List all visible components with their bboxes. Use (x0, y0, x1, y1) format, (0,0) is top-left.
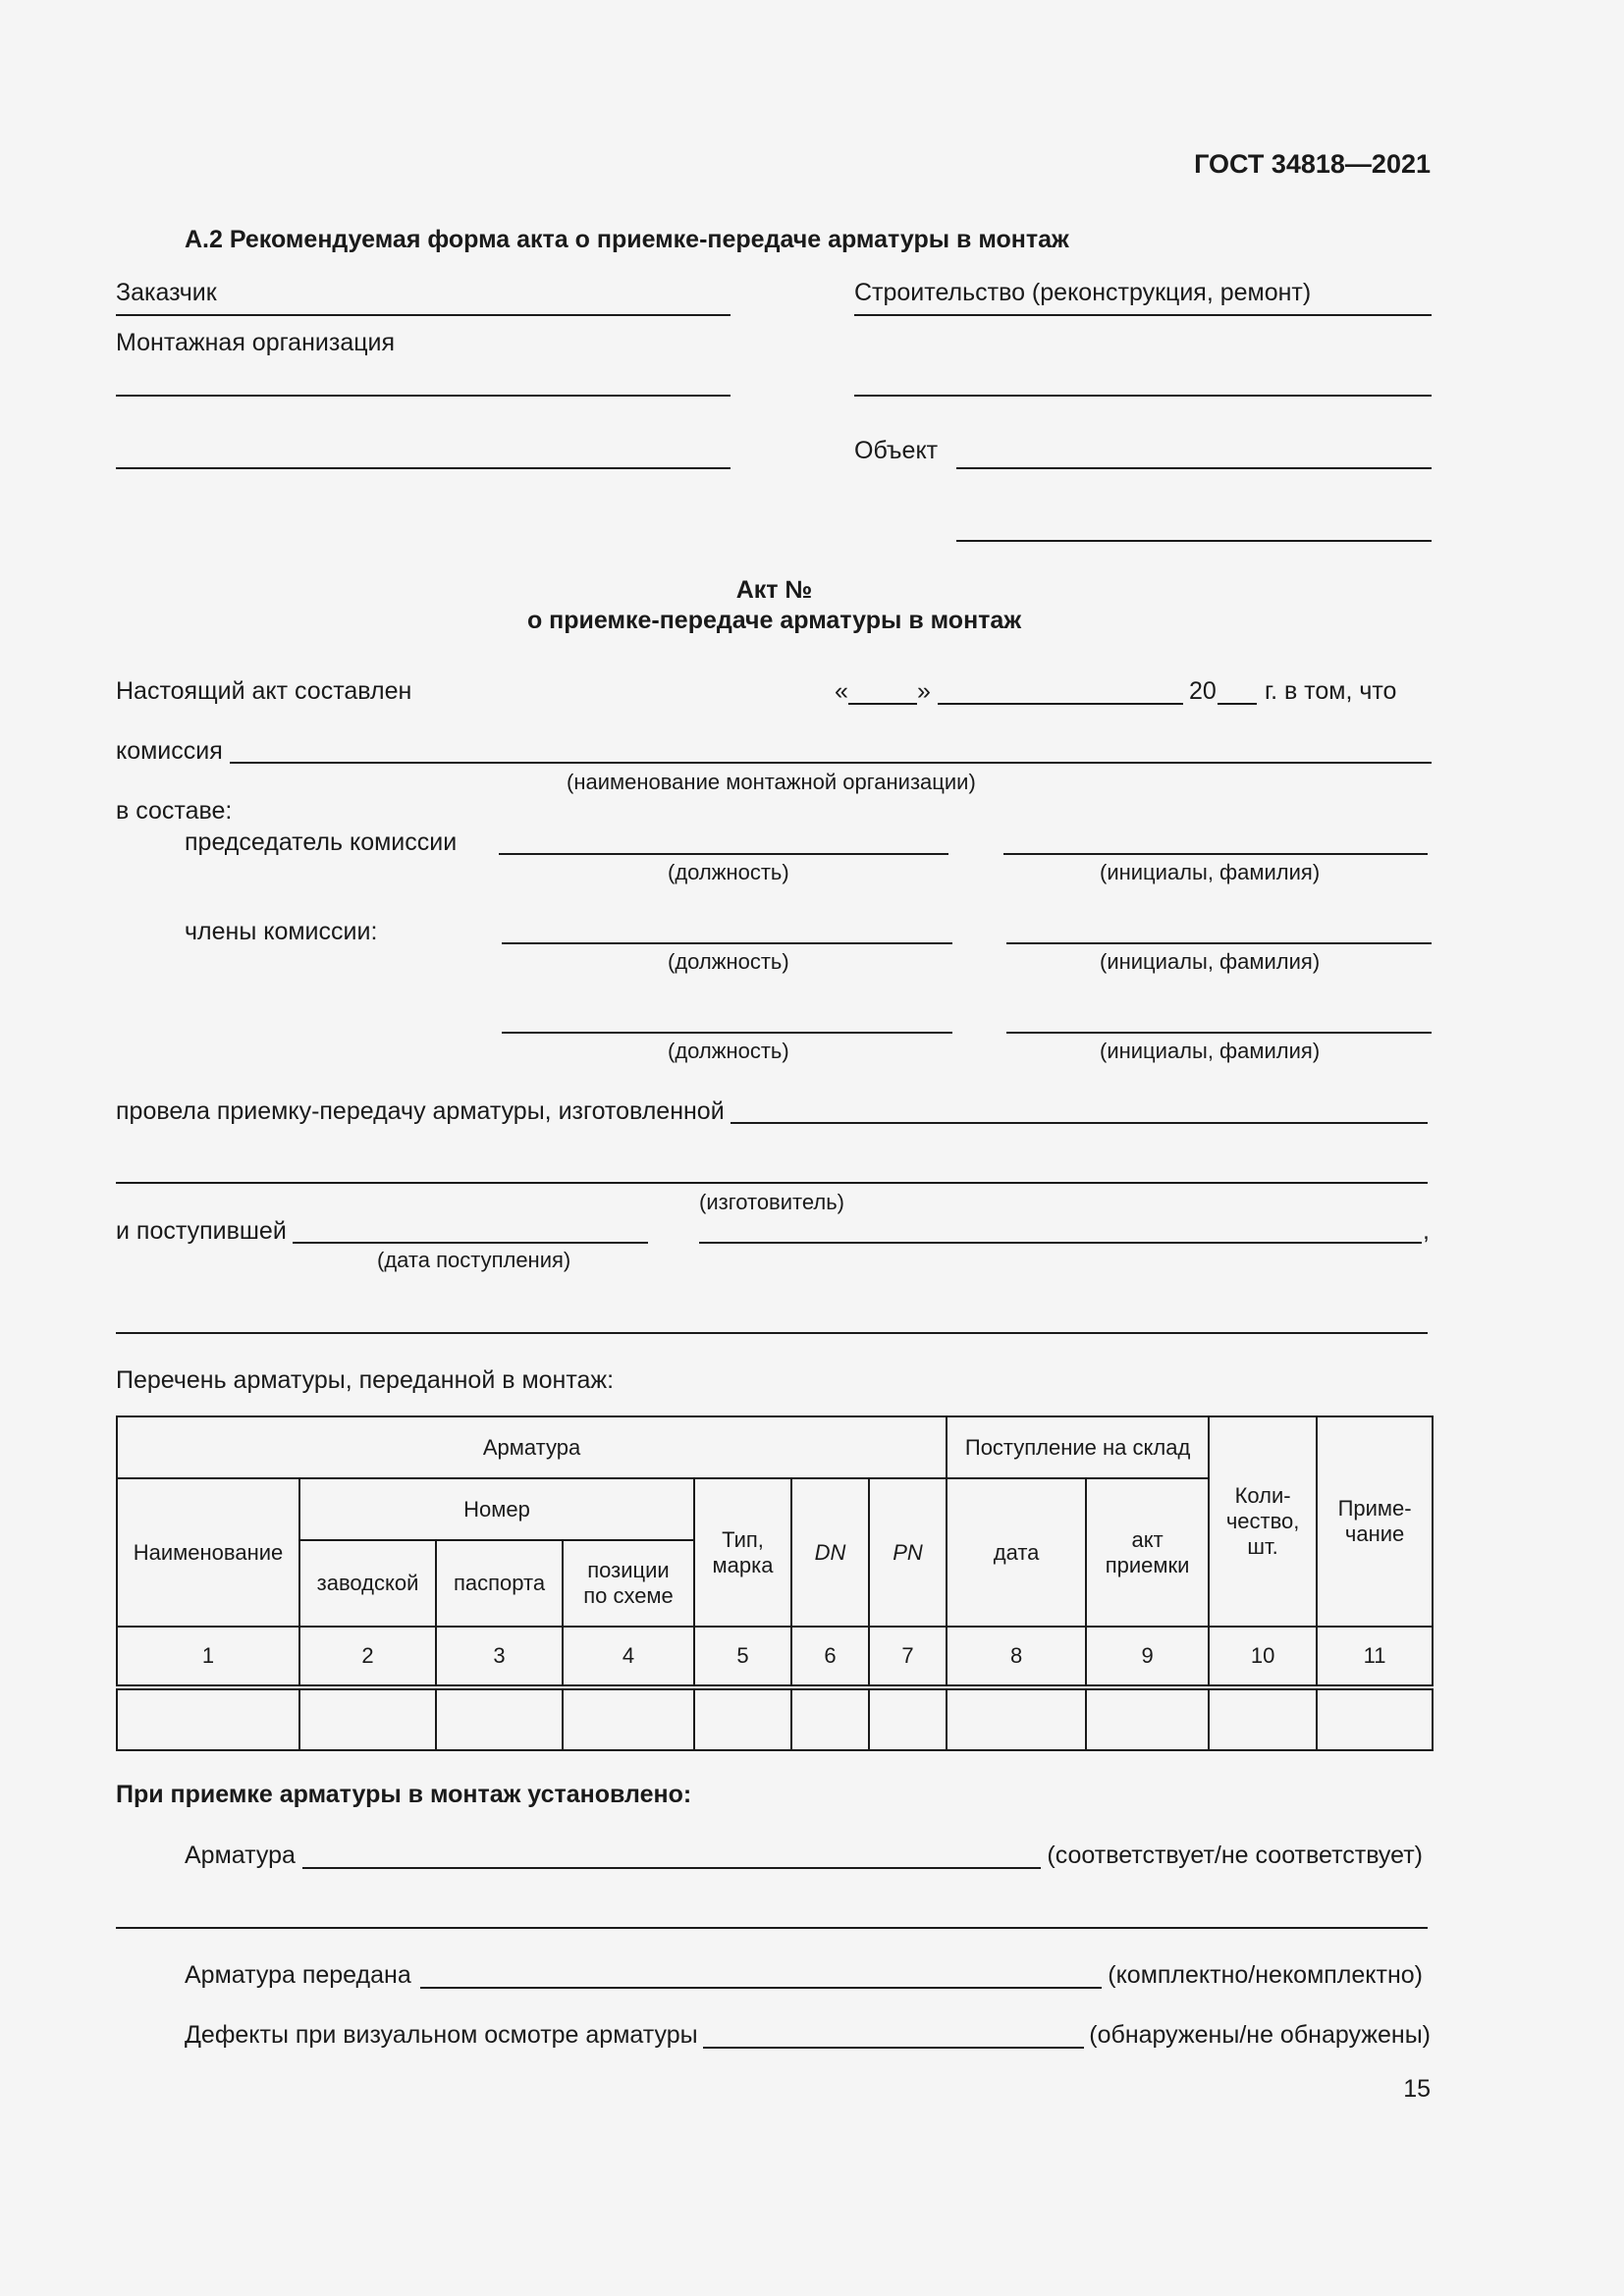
received-field-line[interactable] (699, 1242, 1422, 1244)
members-label: члены комиссии: (185, 918, 378, 945)
commission-label: комиссия (116, 737, 223, 765)
commission-field-line[interactable] (230, 762, 1432, 764)
header-position: позиции по схеме (563, 1540, 694, 1627)
received-comma: , (1423, 1217, 1430, 1245)
table-cell[interactable] (947, 1687, 1086, 1750)
chairman-label: председатель комиссии (185, 828, 458, 856)
chairman-position-line[interactable] (499, 853, 948, 855)
col-number: 3 (436, 1627, 563, 1687)
table-cell[interactable] (1086, 1687, 1209, 1750)
compliance-field-line-2[interactable] (116, 1927, 1428, 1929)
col-number: 10 (1209, 1627, 1317, 1687)
date-open-quote: « (835, 677, 848, 705)
list-title: Перечень арматуры, переданной в монтаж: (116, 1366, 615, 1394)
header-dn: DN (791, 1478, 869, 1627)
col-number: 4 (563, 1627, 694, 1687)
member2-position-caption: (должность) (668, 1039, 789, 1063)
section-heading: А.2 Рекомендуемая форма акта о приемке-передаче арматуры в монтаж (185, 226, 1069, 253)
col-number: 11 (1317, 1627, 1433, 1687)
table-cell[interactable] (791, 1687, 869, 1750)
composition-label: в составе: (116, 797, 233, 825)
col-number: 8 (947, 1627, 1086, 1687)
compliance-options: (соответствует/не соответствует) (1047, 1842, 1423, 1869)
day-field-line[interactable] (848, 703, 917, 705)
member1-name-caption: (инициалы, фамилия) (1100, 949, 1321, 974)
table-cell[interactable] (299, 1687, 436, 1750)
received-field-line-2[interactable] (116, 1332, 1428, 1334)
received-label: и поступившей (116, 1217, 287, 1245)
chairman-name-line[interactable] (1003, 853, 1428, 855)
manufacturer-caption: (изготовитель) (699, 1190, 844, 1214)
header-pn: PN (869, 1478, 947, 1627)
construction-field-line[interactable] (854, 314, 1432, 316)
chairman-name-caption: (инициалы, фамилия) (1100, 860, 1321, 884)
installer-field-line[interactable] (116, 395, 731, 397)
member1-position-line[interactable] (502, 942, 952, 944)
table-cell[interactable] (869, 1687, 947, 1750)
header-number: Номер (299, 1478, 694, 1540)
armatura-table (116, 1415, 1434, 1751)
conducted-label: провела приемку-передачу арматуры, изготовленной (116, 1097, 725, 1125)
completeness-field-line[interactable] (420, 1987, 1102, 1989)
act-subtitle: о приемке-передаче арматуры в монтаж (526, 607, 1022, 634)
table-cell[interactable] (694, 1687, 791, 1750)
table-cell[interactable] (563, 1687, 694, 1750)
installer-label: Монтажная организация (116, 329, 396, 356)
page-number: 15 (1403, 2075, 1431, 2103)
member2-name-caption: (инициалы, фамилия) (1100, 1039, 1321, 1063)
document-standard-number: ГОСТ 34818—2021 (1194, 149, 1431, 179)
year-field-line[interactable] (1218, 703, 1257, 705)
customer-field-line[interactable] (116, 314, 731, 316)
col-number: 1 (117, 1627, 299, 1687)
org-caption: (наименование монтажной организации) (567, 770, 976, 794)
header-name: Наименование (117, 1478, 299, 1627)
col-number: 2 (299, 1627, 436, 1687)
col-number: 5 (694, 1627, 791, 1687)
defects-field-line[interactable] (703, 2047, 1084, 2049)
object-label: Объект (854, 437, 939, 464)
header-note: Приме-чание (1317, 1416, 1433, 1627)
header-act: акт приемки (1086, 1478, 1209, 1627)
manufacturer-field-line-2[interactable] (116, 1182, 1428, 1184)
table-cell[interactable] (117, 1687, 299, 1750)
transferred-label: Арматура передана (185, 1961, 411, 1989)
table-cell[interactable] (1317, 1687, 1433, 1750)
member1-name-line[interactable] (1006, 942, 1432, 944)
object-field-line[interactable] (956, 467, 1432, 469)
object-field-line-2[interactable] (956, 540, 1432, 542)
construction-field-line-2[interactable] (854, 395, 1432, 397)
year-prefix: 20 (1189, 677, 1217, 705)
date-close-quote: » (917, 677, 931, 705)
compliance-field-line[interactable] (302, 1867, 1041, 1869)
header-factory: заводской (299, 1540, 436, 1627)
year-suffix: г. в том, что (1265, 677, 1397, 705)
member2-name-line[interactable] (1006, 1032, 1432, 1034)
customer-label: Заказчик (116, 279, 217, 306)
table-cell[interactable] (436, 1687, 563, 1750)
col-number: 6 (791, 1627, 869, 1687)
conclusion-title: При приемке арматуры в монтаж установлено: (116, 1781, 692, 1808)
member2-position-line[interactable] (502, 1032, 952, 1034)
header-quantity: Коли-чество, шт. (1209, 1416, 1317, 1627)
col-number: 9 (1086, 1627, 1209, 1687)
construction-label: Строительство (реконструкция, ремонт) (854, 279, 1312, 306)
table-cell[interactable] (1209, 1687, 1317, 1750)
defects-label: Дефекты при визуальном осмотре арматуры (185, 2021, 698, 2049)
header-passport: паспорта (436, 1540, 563, 1627)
col-number: 7 (869, 1627, 947, 1687)
month-field-line[interactable] (938, 703, 1183, 705)
header-armatura: Арматура (117, 1416, 947, 1478)
armatura-label: Арматура (185, 1842, 296, 1869)
header-type: Тип, марка (694, 1478, 791, 1627)
header-date: дата (947, 1478, 1086, 1627)
receipt-date-line[interactable] (293, 1242, 648, 1244)
member1-position-caption: (должность) (668, 949, 789, 974)
chairman-position-caption: (должность) (668, 860, 789, 884)
header-receipt: Поступление на склад (947, 1416, 1209, 1478)
compiled-label: Настоящий акт составлен (116, 677, 412, 705)
completeness-options: (комплектно/некомплектно) (1108, 1961, 1423, 1989)
installer-field-line-2[interactable] (116, 467, 731, 469)
defects-options: (обнаружены/не обнаружены) (1089, 2021, 1431, 2049)
manufacturer-field-line[interactable] (731, 1122, 1428, 1124)
table-row (117, 1687, 1433, 1750)
act-title: Акт № (735, 576, 813, 604)
receipt-date-caption: (дата поступления) (377, 1248, 571, 1272)
